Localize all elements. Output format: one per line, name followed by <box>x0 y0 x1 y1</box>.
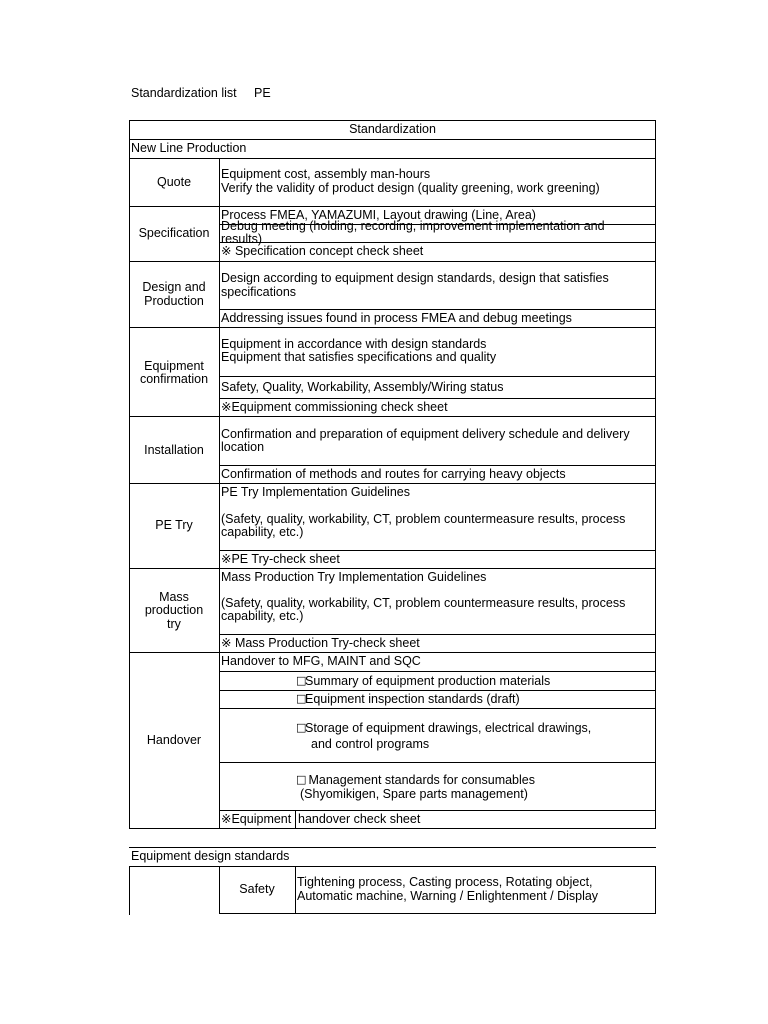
row-text: capability, etc.) <box>221 525 304 539</box>
missing-glyph-icon: □ <box>296 773 307 786</box>
row-text: specifications <box>221 285 297 299</box>
row-text: (Safety, quality, workability, CT, problem countermeasure results, process <box>221 596 626 610</box>
handover-item: Summary of equipment production materials <box>305 674 551 688</box>
check-sheet-note: ※ Mass Production Try-check sheet <box>221 636 420 650</box>
row-text: location <box>221 440 265 454</box>
row-text: Debug meeting (holding, recording, improvement implementation and <box>221 219 605 233</box>
row-text: Design according to equipment design standards, design that satisfies <box>221 271 609 285</box>
row-label: production <box>144 603 204 617</box>
missing-glyph-icon: □ <box>296 692 307 705</box>
row-text: Addressing issues found in process FMEA and debug meetings <box>221 311 572 325</box>
row-text: Process FMEA, YAMAZUMI, Layout drawing (Line, Area) <box>221 208 536 222</box>
handover-item: Storage of equipment drawings, electrical drawings, <box>305 721 592 735</box>
row-text: PE Try Implementation Guidelines <box>221 485 410 499</box>
check-sheet-note: ※ Specification concept check sheet <box>221 244 424 258</box>
row-text: results) <box>221 232 262 246</box>
handover-item: Equipment inspection standards (draft) <box>305 692 520 706</box>
check-sheet-note: ※Equipment commissioning check sheet <box>221 400 448 414</box>
row-text: (Safety, quality, workability, CT, problem countermeasure results, process <box>221 512 626 526</box>
row-text: Mass Production Try Implementation Guidelines <box>221 570 487 584</box>
missing-glyph-icon: □ <box>296 721 307 734</box>
row-text: Equipment in accordance with design standards <box>221 337 487 351</box>
row-text: Confirmation and preparation of equipment delivery schedule and delivery <box>221 427 630 441</box>
row-label: Handover <box>146 733 202 747</box>
check-sheet-note: ※PE Try-check sheet <box>221 552 340 566</box>
row-label: Specification <box>138 226 210 240</box>
section-new-line-production: New Line Production <box>131 141 247 155</box>
row-text: Tightening process, Casting process, Rotating object, <box>297 875 593 889</box>
row-label: Equipment <box>144 359 204 373</box>
row-label: Mass <box>159 590 189 604</box>
table-header: Standardization <box>349 122 436 136</box>
handover-item: Management standards for consumables <box>305 773 535 787</box>
row-text: Handover to MFG, MAINT and SQC <box>221 654 421 668</box>
row-label: confirmation <box>139 372 209 386</box>
row-text: Equipment cost, assembly man-hours <box>221 167 431 181</box>
row-label: Production <box>144 294 204 308</box>
row-text: Equipment that satisfies specifications and quality <box>221 350 497 364</box>
row-label: try <box>167 617 181 631</box>
handover-item: (Shyomikigen, Spare parts management) <box>300 787 528 801</box>
row-text: capability, etc.) <box>221 609 304 623</box>
document-title: Standardization list PE <box>131 86 271 100</box>
row-text: Automatic machine, Warning / Enlightenment / Display <box>297 889 599 903</box>
check-sheet-note: handover check sheet <box>298 812 421 826</box>
row-label: PE Try <box>155 518 193 532</box>
row-text: Verify the validity of product design (quality greening, work greening) <box>221 181 600 195</box>
missing-glyph-icon: □ <box>296 674 307 687</box>
handover-item: and control programs <box>311 737 430 751</box>
row-label: Design and <box>142 280 206 294</box>
row-text: Confirmation of methods and routes for carrying heavy objects <box>221 467 566 481</box>
row-text: Safety, Quality, Workability, Assembly/Wiring status <box>221 380 504 394</box>
check-sheet-note: ※Equipment <box>221 812 292 826</box>
row-label: Quote <box>156 175 192 189</box>
section-equipment-design-standards: Equipment design standards <box>131 849 290 863</box>
row-label: Installation <box>144 443 204 457</box>
row-label: Safety <box>239 882 275 896</box>
